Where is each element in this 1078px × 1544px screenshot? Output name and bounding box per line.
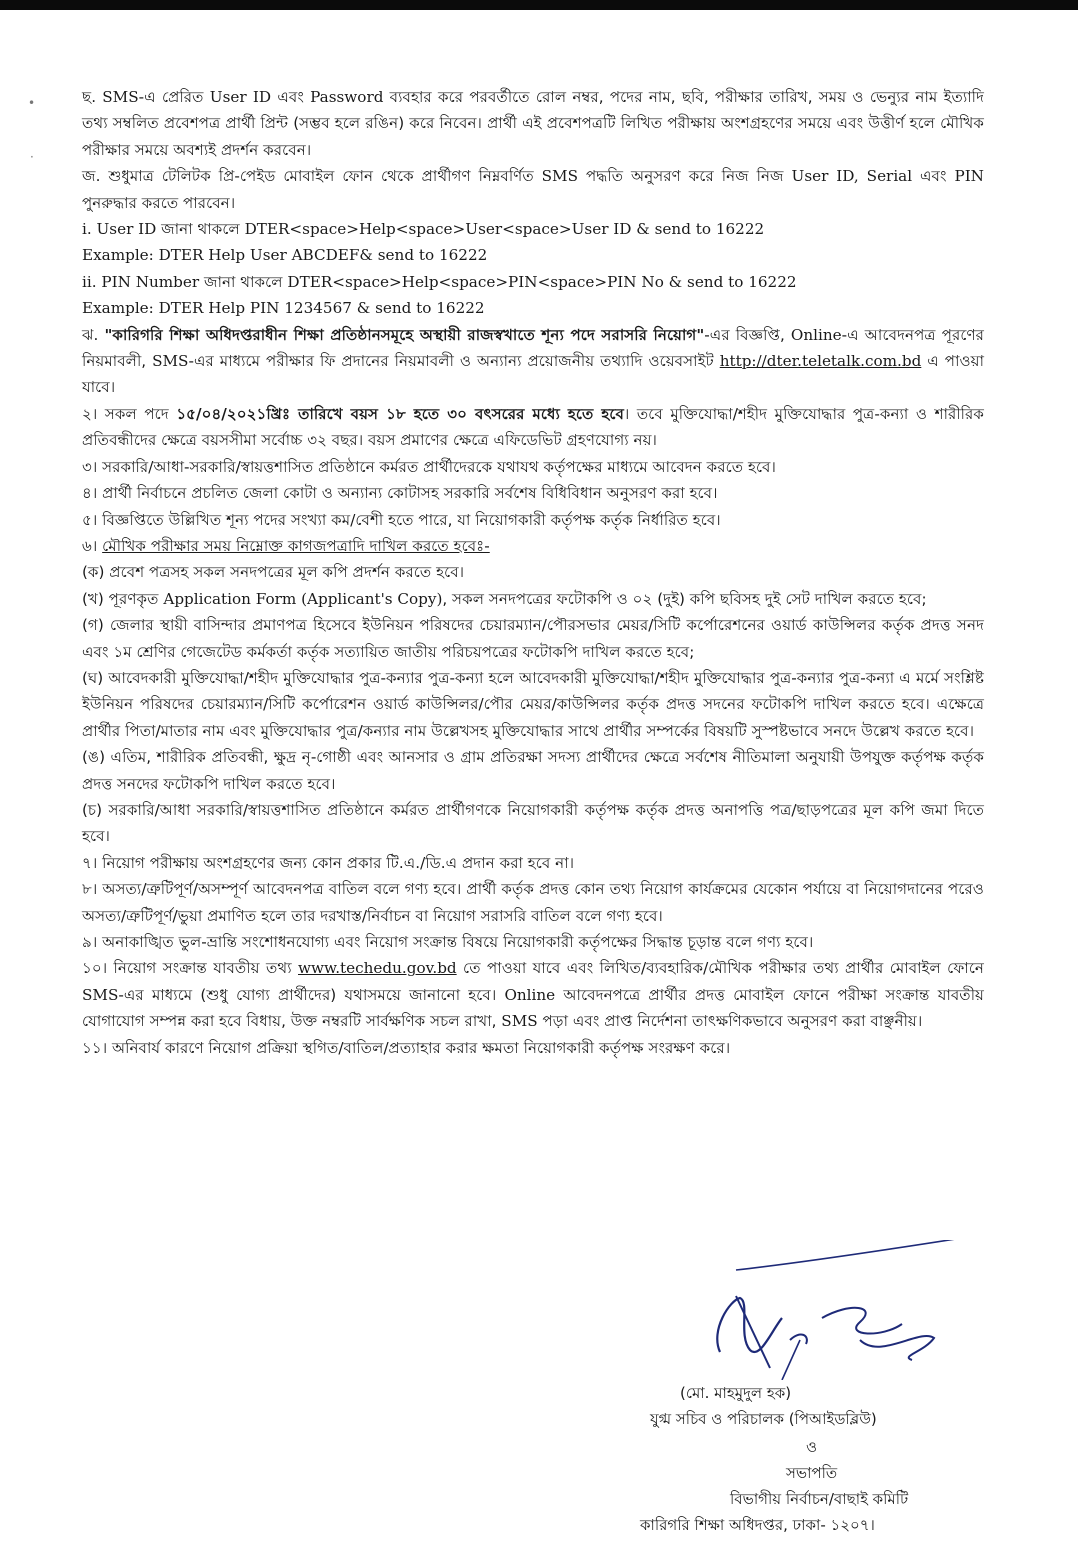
scan-speck: · bbox=[30, 150, 34, 164]
signatory-office: কারিগরি শিক্ষা অধিদপ্তর, ঢাকা- ১২০৭। bbox=[640, 1516, 875, 1534]
text-segment: ৫। বিজ্ঞপ্তিতে উল্লিখিত শূন্য পদের সংখ্যা কম/বেশী হতে পারে, যা নিয়োগকারী কর্তৃপক্ষ কর্তৃক নির্ধারিত হবে। bbox=[82, 510, 721, 529]
paragraph-kha bbox=[82, 586, 984, 612]
paragraph-ex1 bbox=[82, 242, 984, 268]
text-segment: ৯। অনাকাঙ্খিত ভুল-ভ্রান্তি সংশোধনযোগ্য এবং নিয়োগ সংক্রান্ত বিষয়ে নিয়োগকারী কর্তৃপক্ষের সিদ্ধান্ত চূড়ান্ত বলে গণ্য হবে। bbox=[82, 933, 814, 951]
text-segment: জানা থাকলে bbox=[156, 220, 245, 239]
text-segment: (ক) প্রবেশ পত্রসহ সকল সনদপত্রের মূল কপি প্রদর্শন করতে হবে। bbox=[82, 563, 465, 582]
text-segment: (ঙ) এতিম, শারীরিক প্রতিবন্ধী, ক্ষুদ্র নৃ-গোষ্ঠী এবং আনসার ও গ্রাম প্রতিরক্ষা সদস্য প্রার্থীদের ক্ষেত্রে সর্বশেষ নীতিমালা অনুযায়ী উপযুক্ত কর্তৃপক্ষ কর্তৃক প্রদত্ত সনদের ফটোকপি দাখিল করতে হবে। bbox=[82, 748, 984, 793]
text-segment: DTER<space>Help<space>User<space>User ID & send to 16222 bbox=[244, 220, 765, 239]
text-segment: -এর বিজ্ঞপ্তি, bbox=[704, 325, 791, 344]
paragraph-p7 bbox=[82, 850, 984, 876]
text-segment: i. User ID bbox=[82, 220, 157, 239]
paragraph-cha2 bbox=[82, 797, 984, 850]
text-segment: -এর মাধ্যমে (শুধু যোগ্য প্রার্থীদের) যথাসময়ে জানানো হবে। bbox=[118, 985, 505, 1004]
paragraph-p10 bbox=[82, 955, 984, 1034]
paragraph-ii bbox=[82, 269, 984, 295]
signatory-committee: বিভাগীয় নির্বাচন/বাছাই কমিটি bbox=[730, 1490, 909, 1508]
text-segment: DTER<space>Help<space>PIN<space>PIN No & send to 16222 bbox=[287, 272, 797, 291]
scan-top-border bbox=[0, 0, 1078, 10]
text-segment: -এ আবেদনপত্র পূরণের নিয়মাবলী, bbox=[82, 325, 984, 371]
signatory-role: সভাপতি bbox=[786, 1464, 838, 1482]
paragraph-ka bbox=[82, 559, 984, 585]
text-segment[interactable]: http://dter.teletalk.com.bd bbox=[719, 352, 922, 371]
text-segment: ব্যবহার করে পরবর্তীতে রোল নম্বর, পদের নাম, ছবি, পরীক্ষার তারিখ, সময় ও ভেন্যুর নাম ইত্যাদি তথ্য সম্বলিত প্রবেশপত্র প্রার্থী প্রিন্ট (সম্ভব হলে রঙিন) করে নিবেন। প্রার্থী এই প্রবেশপত্রটি লিখিত পরীক্ষায় অংশগ্রহণের সময়ে এবং উত্তীর্ণ হলে মৌখিক পরীক্ষার সময়ে অবশ্যই প্রদর্শন করবেন। bbox=[82, 88, 984, 159]
text-segment: । তবে মুক্তিযোদ্ধা/শহীদ মুক্তিযোদ্ধার পুত্র-কন্যা ও শারীরিক প্রতিবন্ধীদের ক্ষেত্রে বয়সসীমা সর্বোচ্চ ৩২ বছর। বয়স প্রমাণের ক্ষেত্রে এফিডেভিট গ্রহণযোগ্য নয়। bbox=[82, 404, 984, 450]
text-segment: (খ) পূরণকৃত bbox=[82, 589, 164, 608]
notice-body bbox=[82, 84, 984, 1061]
signature-block bbox=[560, 1240, 990, 1534]
text-segment: (গ) জেলার স্থায়ী বাসিন্দার প্রমাণপত্র হিসেবে ইউনিয়ন পরিষদের চেয়ারম্যান/পৌরসভার মেয়র/সিটি কর্পোরেশনের ওয়ার্ড কাউন্সিলর কর্তৃক প্রদত্ত সনদ এবং ১ম শ্রেণির গেজেটেড কর্মকর্তা কর্তৃক সত্যায়িত জাতীয় পরিচয়পত্রের ফটোকপি দাখিল করতে হবে; bbox=[82, 616, 984, 661]
text-segment: SMS bbox=[541, 167, 579, 186]
text-segment: পড়া এবং প্রাপ্ত নির্দেশনা তাৎক্ষণিকভাবে অনুসরণ করা বাঞ্ছনীয়। bbox=[537, 1012, 923, 1031]
text-segment: পদ্ধতি অনুসরণ করে নিজ নিজ bbox=[578, 167, 792, 186]
text-segment: -এ প্রেরিত bbox=[138, 88, 210, 106]
text-segment: পুনরুদ্ধার করতে পারবেন। bbox=[82, 193, 236, 212]
text-segment: জানা থাকলে bbox=[199, 272, 288, 291]
text-segment: তে পাওয়া যাবে এবং লিখিত/ব্যবহারিক/মৌখিক পরীক্ষার তথ্য প্রার্থীর মোবাইল ফোনে bbox=[456, 959, 984, 978]
text-segment: ৭। নিয়োগ পরীক্ষায় অংশগ্রহণের জন্য কোন প্রকার টি.এ./ডি.এ প্রদান করা হবে না। bbox=[82, 853, 575, 872]
text-segment: PIN bbox=[954, 167, 984, 186]
text-segment: SMS bbox=[82, 985, 119, 1004]
text-segment[interactable]: www.techedu.gov.bd bbox=[298, 959, 457, 978]
text-segment: ১০। নিয়োগ সংক্রান্ত যাবতীয় তথ্য bbox=[82, 959, 298, 978]
text-segment: ৬। bbox=[82, 536, 103, 555]
signatory-designation: যুগ্ম সচিব ও পরিচালক (পিআইডব্লিউ) bbox=[650, 1410, 877, 1428]
paragraph-p6 bbox=[82, 533, 984, 559]
paragraph-p4 bbox=[82, 480, 984, 506]
text-segment: ১১। অনিবার্য কারণে নিয়োগ প্রক্রিয়া স্থগিত/বাতিল/প্রত্যাহার করার ক্ষমতা নিয়োগকারী কর্তৃপক্ষ সংরক্ষণ করে। bbox=[82, 1038, 731, 1057]
text-segment: User ID bbox=[209, 88, 272, 106]
text-segment: ৩। সরকারি/আধা-সরকারি/স্বায়ত্তশাসিত প্রতিষ্ঠানে কর্মরত প্রার্থীদেরকে যথাযথ কর্তৃপক্ষের মাধ্যমে আবেদন করতে হবে। bbox=[82, 457, 776, 476]
paragraph-cha bbox=[82, 84, 984, 163]
text-segment: ২। সকল পদে bbox=[82, 404, 177, 423]
text-segment: (চ) সরকারি/আধা সরকারি/স্বায়ত্তশাসিত প্রতিষ্ঠানে কর্মরত প্রার্থীগণকে নিয়োগকারী কর্তৃপক্ষ কর্তৃক প্রদত্ত অনাপত্তি পত্র/ছাড়পত্রের মূল কপি জমা দিতে হবে। bbox=[82, 800, 984, 846]
text-segment: আবেদনপত্রে প্রার্থীর প্রদত্ত মোবাইল ফোনে পরীক্ষা সংক্রান্ত যাবতীয় যোগাযোগ সম্পন্ন করা হবে বিধায়, উক্ত নম্বরটি সার্বক্ষণিক সচল রাখা, bbox=[82, 985, 984, 1031]
text-segment: Example: DTER Help PIN 1234567 & send to 16222 bbox=[82, 299, 485, 318]
paragraph-jha bbox=[82, 322, 984, 401]
text-segment: SMS bbox=[501, 1012, 538, 1031]
text-segment: Application Form (Applicant's Copy) bbox=[163, 589, 443, 608]
paragraph-p5 bbox=[82, 507, 984, 533]
text-segment: এ পাওয়া যাবে। bbox=[82, 352, 985, 397]
text-segment: ii. PIN Number bbox=[82, 272, 200, 291]
text-segment: , সকল সনদপত্রের ফটোকপি ও ০২ (দুই) কপি ছবিসহ দুই সেট দাখিল করতে হবে; bbox=[442, 589, 927, 608]
text-segment: "কারিগরি শিক্ষা অধিদপ্তরাধীন শিক্ষা প্রতিষ্ঠানসমূহে অস্থায়ী রাজস্বখাতে শূন্য পদে সরাসরি নিয়োগ" bbox=[104, 325, 705, 344]
paragraph-gha bbox=[82, 665, 984, 744]
text-segment: SMS bbox=[152, 352, 189, 371]
paragraph-p3 bbox=[82, 454, 984, 480]
text-segment: Password bbox=[310, 88, 384, 106]
text-segment: Online bbox=[790, 325, 842, 344]
scan-speck: • bbox=[28, 96, 36, 110]
text-segment: (ঘ) আবেদকারী মুক্তিযোদ্ধা/শহীদ মুক্তিযোদ্ধার পুত্র-কন্যার পুত্র-কন্যা হলে আবেদকারী মুক্তিযোদ্ধা/শহীদ মুক্তিযোদ্ধার পুত্র-কন্যার পুত্র-কন্যা এ মর্মে সংশ্লিষ্ট ইউনিয়ন পরিষদের চেয়ারম্যান/সিটি কর্পোরেশন ওয়ার্ড কাউন্সিলর/পৌর মেয়র/কাউন্সিলর কর্তৃক প্রদত্ত সদনের ফটোকপি দাখিল করতে হবে। এক্ষেত্রে প্রার্থীর পিতা/মাতার নাম এবং মুক্তিযোদ্ধার পুত্র/কন্যার নাম উল্লেখসহ মুক্তিযোদ্ধার সাথে প্রার্থীর সম্পর্কের বিষয়টি সুস্পষ্টভাবে সনদে উল্লেখ করতে হবে। bbox=[82, 668, 984, 740]
text-segment: SMS bbox=[102, 88, 139, 106]
paragraph-ja bbox=[82, 163, 984, 216]
paragraph-ga bbox=[82, 612, 984, 665]
text-segment: Example: DTER Help User ABCDEF& send to 16222 bbox=[82, 246, 488, 265]
handwritten-signature bbox=[560, 1240, 990, 1380]
text-segment: ছ. bbox=[82, 88, 103, 106]
signatory-name: (মো. মাহমুদুল হক) bbox=[680, 1384, 792, 1402]
text-segment: ১৫/০৪/২০২১খ্রিঃ তারিখে বয়স ১৮ হতে ৩০ বৎসরের মধ্যে হতে হবে bbox=[176, 404, 624, 423]
text-segment: এবং bbox=[271, 88, 311, 106]
text-segment: User ID, Serial bbox=[791, 167, 913, 186]
text-segment: Online bbox=[504, 985, 556, 1004]
text-segment: ৮। অসত্য/ত্রুটিপূর্ণ/অসম্পূর্ণ আবেদনপত্র বাতিল বলে গণ্য হবে। প্রার্থী কর্তৃক প্রদত্ত কোন তথ্য নিয়োগ কার্যক্রমের যেকোন পর্যায়ে বা নিয়োগদানের পরেও অসত্য/ত্রুটিপূর্ণ/ভুয়া প্রমাণিত হলে তার দরখাস্ত/নির্বাচন বা নিয়োগ সরাসরি বাতিল বলে গণ্য হবে। bbox=[82, 880, 984, 925]
paragraph-umo bbox=[82, 744, 984, 797]
text-segment: এবং bbox=[912, 167, 955, 186]
signatory-and: ও bbox=[806, 1438, 818, 1456]
text-segment: ৪। প্রার্থী নির্বাচনে প্রচলিত জেলা কোটা ও অন্যান্য কোটাসহ সরকারি সর্বশেষ বিধিবিধান অনুসরণ করা হবে। bbox=[82, 484, 718, 503]
paragraph-i bbox=[82, 216, 984, 242]
paragraph-ex2 bbox=[82, 295, 984, 321]
text-segment: মৌখিক পরীক্ষার সময় নিম্নোক্ত কাগজপত্রাদি দাখিল করতে হবেঃ- bbox=[102, 536, 490, 555]
text-segment: ঝ. bbox=[82, 325, 105, 344]
text-segment: -এর মাধ্যমে পরীক্ষার ফি প্রদানের নিয়মাবলী ও অন্যান্য প্রয়োজনীয় তথ্যাদি ওয়েবসাইট bbox=[188, 352, 720, 371]
paragraph-p8 bbox=[82, 876, 984, 929]
paragraph-p11 bbox=[82, 1035, 984, 1061]
paragraph-p9 bbox=[82, 929, 984, 955]
paragraph-p2 bbox=[82, 401, 984, 454]
text-segment: জ. শুধুমাত্র টেলিটক প্রি-পেইড মোবাইল ফোন থেকে প্রার্থীগণ নিম্নবর্ণিত bbox=[82, 167, 542, 186]
